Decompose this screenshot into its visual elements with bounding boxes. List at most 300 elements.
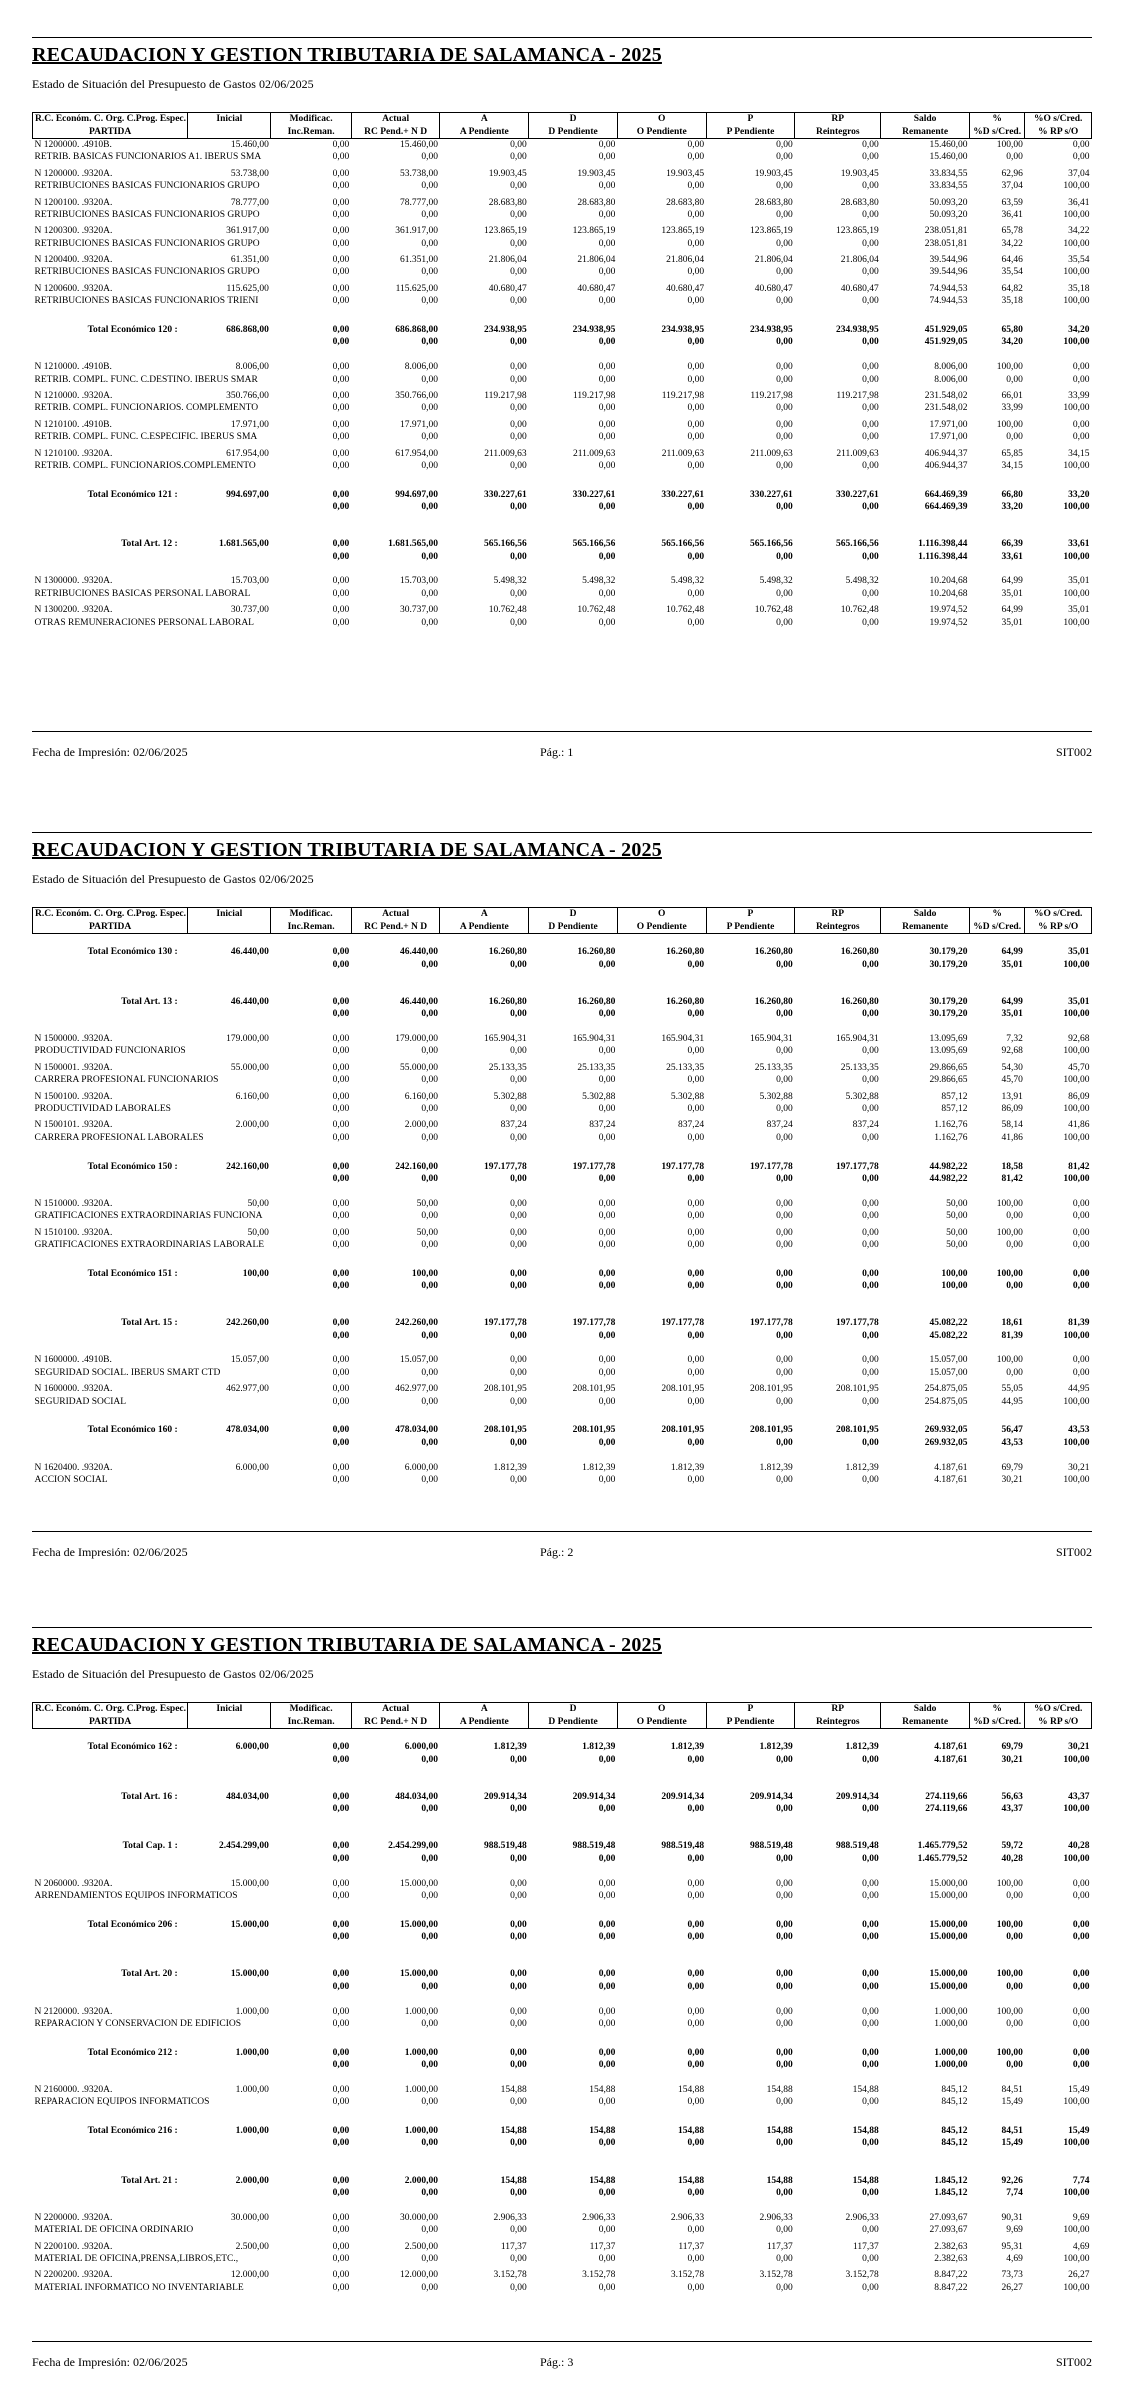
partida-description: MATERIAL DE OFICINA,PRENSA,LIBROS,ETC., <box>34 2253 239 2264</box>
amount-cell: 0,00 <box>332 1075 350 1086</box>
subtotal-row-detail <box>33 2059 1092 2071</box>
amount-cell: 0,00 <box>332 2097 350 2108</box>
amount-cell: 13.095,69 <box>929 1046 968 1057</box>
amount-cell: 37,04 <box>1001 181 1023 192</box>
amount-cell: 0,00 <box>332 1161 350 1172</box>
amount-cell: 462.977,00 <box>226 1384 269 1395</box>
amount-cell: 0,00 <box>862 1969 879 1980</box>
header-rule <box>32 37 1092 38</box>
spacer <box>33 1728 1092 1741</box>
amount-cell: 64,99 <box>1001 576 1023 587</box>
empty-cell <box>33 2137 188 2149</box>
amount-cell: 211.009,63 <box>572 448 616 459</box>
budget-line-detail-row <box>33 1103 1092 1115</box>
amount-cell: 0,00 <box>687 267 705 278</box>
amount-cell: 84,51 <box>1001 2084 1023 2095</box>
amount-cell: 64,99 <box>1001 996 1023 1007</box>
amount-cell: 211.009,63 <box>484 448 527 459</box>
amount-cell: 15.057,00 <box>230 1355 269 1366</box>
amount-cell: 0,00 <box>1072 1981 1090 1992</box>
partida-code: N 2200200. .9320A. <box>34 2270 113 2281</box>
amount-cell: 3.152,78 <box>670 2270 705 2281</box>
amount-cell: 1.681.565,00 <box>388 539 438 550</box>
amount-cell: 0,00 <box>1072 1367 1090 1378</box>
amount-cell: 2.000,00 <box>235 1120 269 1131</box>
amount-cell: 0,00 <box>687 460 705 471</box>
amount-cell: 1.116.398,44 <box>918 539 968 550</box>
amount-cell: 845,12 <box>941 2097 968 2108</box>
amount-cell: 15.460,00 <box>399 139 438 150</box>
budget-line-row <box>33 1354 1092 1366</box>
column-header: A Pendiente <box>440 920 529 933</box>
amount-cell: 0,00 <box>332 448 350 459</box>
amount-cell: 0,00 <box>687 1330 705 1341</box>
amount-cell: 0,00 <box>332 1009 350 1020</box>
amount-cell: 0,00 <box>862 1239 879 1250</box>
amount-cell: 0,00 <box>332 1981 350 1992</box>
amount-cell: 0,00 <box>687 1932 705 1943</box>
spacer-row <box>33 1148 1092 1160</box>
amount-cell: 123.865,19 <box>483 226 527 237</box>
amount-cell: 0,00 <box>776 2097 793 2108</box>
amount-cell: 15.460,00 <box>230 139 269 150</box>
amount-cell: 0,00 <box>332 2188 350 2199</box>
amount-cell: 45,70 <box>1068 1062 1090 1073</box>
amount-cell: 0,00 <box>776 1046 793 1057</box>
amount-cell: 330.227,61 <box>483 489 527 500</box>
amount-cell: 53.738,00 <box>230 168 269 179</box>
amount-cell: 34,15 <box>1001 460 1023 471</box>
partida-code: N 1300000. .9320A. <box>34 576 113 587</box>
amount-cell: 3.152,78 <box>759 2270 793 2281</box>
amount-cell: 0,00 <box>332 226 350 237</box>
budget-line-detail-row <box>33 1239 1092 1251</box>
amount-cell: 0,00 <box>776 1211 793 1222</box>
column-header: Modificac. <box>271 1703 351 1716</box>
amount-cell: 0,00 <box>776 1198 793 1209</box>
column-header: RC Pend.+ N D <box>351 125 440 138</box>
subtotal-label: Total Económico 150 : <box>87 1161 178 1172</box>
spacer <box>33 513 1092 525</box>
amount-cell: 0,00 <box>862 362 879 373</box>
subtotal-label: Total Económico 151 : <box>87 1268 178 1279</box>
amount-cell: 242.160,00 <box>395 1161 438 1172</box>
amount-cell: 15.000,00 <box>230 1878 269 1889</box>
amount-cell: 40.680,47 <box>754 283 793 294</box>
amount-cell: 2.454.299,00 <box>388 1841 438 1852</box>
amount-cell: 0,00 <box>421 238 438 249</box>
empty-cell <box>33 1931 188 1943</box>
amount-cell: 565.166,56 <box>661 539 705 550</box>
amount-cell: 462.977,00 <box>395 1384 438 1395</box>
spacer <box>33 1449 1092 1461</box>
amount-cell: 154,88 <box>589 2126 616 2137</box>
amount-cell: 209.914,34 <box>750 1791 793 1802</box>
amount-cell: 19.974,52 <box>929 605 968 616</box>
column-header: P <box>706 1703 795 1716</box>
amount-cell: 0,00 <box>421 209 438 220</box>
amount-cell: 15.057,00 <box>929 1355 968 1366</box>
footer-rule <box>32 1531 1092 1532</box>
amount-cell: 0,00 <box>510 2018 527 2029</box>
amount-cell: 10.762,48 <box>577 605 616 616</box>
amount-cell: 0,00 <box>332 1891 350 1902</box>
amount-cell: 0,00 <box>332 374 350 385</box>
amount-cell: 33,99 <box>1068 391 1090 401</box>
column-header: Inc.Reman. <box>271 125 351 138</box>
amount-cell: 197.177,78 <box>835 1161 879 1172</box>
amount-cell: 0,00 <box>421 2138 438 2149</box>
spacer-row <box>33 1766 1092 1778</box>
spacer-row <box>33 2199 1092 2211</box>
amount-cell: 0,00 <box>421 267 438 278</box>
amount-cell: 2.382,63 <box>934 2241 968 2252</box>
amount-cell: 16.260,80 <box>488 996 527 1007</box>
budget-table <box>32 112 1092 633</box>
amount-cell: 0,00 <box>332 2225 350 2236</box>
amount-cell: 100,00 <box>1063 1075 1090 1086</box>
amount-cell: 5.302,88 <box>845 1091 879 1102</box>
amount-cell: 0,00 <box>687 181 705 192</box>
amount-cell: 179.000,00 <box>226 1034 269 1045</box>
amount-cell: 274.119,66 <box>925 1804 968 1815</box>
amount-cell: 0,00 <box>421 617 438 628</box>
amount-cell: 0,00 <box>687 1981 705 1992</box>
amount-cell: 0,00 <box>510 2047 527 2058</box>
amount-cell: 7,74 <box>1006 2188 1023 2199</box>
subtotal-row-detail <box>33 1280 1092 1292</box>
report-title: RECAUDACION Y GESTION TRIBUTARIA DE SALAMANCA - 2025 <box>32 44 662 66</box>
amount-cell: 0,00 <box>598 1969 616 1980</box>
amount-cell: 0,00 <box>332 576 350 587</box>
column-header: RP <box>795 113 881 126</box>
amount-cell: 0,00 <box>510 432 527 443</box>
amount-cell: 100,00 <box>996 1268 1023 1279</box>
amount-cell: 0,00 <box>687 419 705 430</box>
amount-cell: 0,00 <box>776 1474 793 1485</box>
amount-cell: 15,49 <box>1068 2084 1090 2095</box>
amount-cell: 0,00 <box>687 152 705 163</box>
column-header: P Pendiente <box>706 1715 795 1728</box>
amount-cell: 25.133,35 <box>754 1062 793 1073</box>
partida-code: N 1510100. .9320A. <box>34 1227 113 1238</box>
amount-cell: 165.904,31 <box>572 1034 616 1045</box>
header-rule <box>32 1627 1092 1628</box>
amount-cell: 0,00 <box>862 1981 879 1992</box>
amount-cell: 197.177,78 <box>661 1318 705 1329</box>
budget-line-row <box>33 254 1092 266</box>
subtotal-row <box>33 1741 1092 1753</box>
amount-cell: 2.906,33 <box>582 2212 616 2223</box>
amount-cell: 617.954,00 <box>395 448 438 459</box>
amount-cell: 0,00 <box>332 1754 350 1765</box>
budget-line-row <box>33 1226 1092 1238</box>
amount-cell: 0,00 <box>687 1075 705 1086</box>
partida-description: RETRIB. COMPL. FUNC. C.DESTINO. IBERUS SMAR <box>34 374 258 385</box>
amount-cell: 0,00 <box>510 1355 527 1366</box>
amount-cell: 66,39 <box>1001 539 1023 550</box>
amount-cell: 17.971,00 <box>230 419 269 430</box>
amount-cell: 34,20 <box>1068 325 1090 336</box>
amount-cell: 0,00 <box>862 1211 879 1222</box>
budget-line-row <box>33 419 1092 431</box>
amount-cell: 0,00 <box>862 238 879 249</box>
amount-cell: 100,00 <box>996 139 1023 150</box>
amount-cell: 0,00 <box>862 1355 879 1366</box>
amount-cell: 40.680,47 <box>840 283 879 294</box>
amount-cell: 0,00 <box>421 1009 438 1020</box>
amount-cell: 0,00 <box>332 2126 350 2137</box>
amount-cell: 0,00 <box>1072 1227 1090 1238</box>
amount-cell: 988.519,48 <box>661 1841 705 1852</box>
budget-line-detail-row <box>33 209 1092 221</box>
spacer-row <box>33 629 1092 633</box>
amount-cell: 0,00 <box>776 551 793 562</box>
amount-cell: 15.703,00 <box>230 576 269 587</box>
amount-cell: 0,00 <box>776 2006 793 2017</box>
amount-cell: 2.454.299,00 <box>219 1841 269 1852</box>
amount-cell: 0,00 <box>332 2060 350 2071</box>
amount-cell: 100,00 <box>1063 1132 1090 1143</box>
amount-cell: 100,00 <box>1063 1474 1090 1485</box>
amount-cell: 0,00 <box>332 947 350 958</box>
partida-description: SEGURIDAD SOCIAL. IBERUS SMART CTD <box>34 1367 221 1378</box>
budget-line-detail-row <box>33 402 1092 414</box>
report-code: SIT002 <box>1056 2355 1092 2369</box>
amount-cell: 0,00 <box>510 2188 527 2199</box>
amount-cell: 2.906,33 <box>845 2212 879 2223</box>
amount-cell: 0,00 <box>598 1075 616 1086</box>
spacer-row <box>33 971 1092 983</box>
amount-cell: 0,00 <box>510 1367 527 1378</box>
amount-cell: 29.866,65 <box>929 1062 968 1073</box>
column-header: Remanente <box>881 920 970 933</box>
column-header: Inicial <box>188 1703 271 1716</box>
amount-cell: 35,01 <box>1001 959 1023 970</box>
budget-line-row <box>33 1062 1092 1074</box>
empty-cell <box>33 1981 188 1993</box>
amount-cell: 0,00 <box>862 1754 879 1765</box>
partida-description: RETRIB. COMPL. FUNC. C.ESPECIFIC. IBERUS SMA <box>34 432 258 443</box>
spacer-row <box>33 1185 1092 1197</box>
amount-cell: 0,00 <box>776 419 793 430</box>
spacer <box>33 476 1092 488</box>
amount-cell: 100,00 <box>1063 1396 1090 1407</box>
amount-cell: 0,00 <box>862 432 879 443</box>
amount-cell: 50,00 <box>416 1198 438 1209</box>
amount-cell: 69,79 <box>1001 1462 1023 1473</box>
spacer <box>33 1305 1092 1317</box>
amount-cell: 55.000,00 <box>230 1062 269 1073</box>
amount-cell: 100,00 <box>1063 2138 1090 2149</box>
partida-code: N 1200400. .9320A. <box>34 255 113 266</box>
amount-cell: 0,00 <box>776 1878 793 1889</box>
column-header: % RP s/O <box>1025 920 1092 933</box>
amount-cell: 0,00 <box>862 1227 879 1238</box>
amount-cell: 209.914,34 <box>483 1791 527 1802</box>
amount-cell: 45.082,22 <box>929 1330 968 1341</box>
spacer <box>33 1148 1092 1160</box>
column-header: Inc.Reman. <box>271 920 351 933</box>
amount-cell: 0,00 <box>332 1281 350 1292</box>
empty-cell <box>188 1754 271 1766</box>
amount-cell: 35,01 <box>1068 576 1090 587</box>
amount-cell: 117,37 <box>589 2241 616 2252</box>
amount-cell: 0,00 <box>421 588 438 599</box>
amount-cell: 37,04 <box>1068 168 1090 179</box>
amount-cell: 0,00 <box>687 337 705 348</box>
amount-cell: 0,00 <box>332 1841 350 1852</box>
budget-line-row <box>33 1198 1092 1210</box>
amount-cell: 0,00 <box>332 2241 350 2252</box>
amount-cell: 0,00 <box>421 1754 438 1765</box>
subtotal-label: Total Art. 16 : <box>121 1791 178 1802</box>
amount-cell: 361.917,00 <box>395 226 438 237</box>
spacer-row <box>33 349 1092 361</box>
amount-cell: 234.938,95 <box>661 325 705 336</box>
amount-cell: 0,00 <box>421 403 438 414</box>
spacer-row <box>33 1255 1092 1267</box>
amount-cell: 100,00 <box>996 1919 1023 1930</box>
budget-line-row <box>33 2084 1092 2096</box>
amount-cell: 0,00 <box>1072 2018 1090 2029</box>
partida-description: SEGURIDAD SOCIAL <box>34 1396 127 1407</box>
amount-cell: 0,00 <box>776 617 793 628</box>
amount-cell: 0,00 <box>510 1330 527 1341</box>
amount-cell: 100,00 <box>1063 1330 1090 1341</box>
column-header: Saldo <box>881 908 970 921</box>
amount-cell: 0,00 <box>421 1281 438 1292</box>
empty-cell <box>33 1437 188 1449</box>
amount-cell: 154,88 <box>500 2126 527 2137</box>
amount-cell: 0,00 <box>332 2006 350 2017</box>
amount-cell: 0,00 <box>862 551 879 562</box>
amount-cell: 0,00 <box>510 1396 527 1407</box>
amount-cell: 3.152,78 <box>493 2270 527 2281</box>
budget-line-row <box>33 283 1092 295</box>
amount-cell: 15.057,00 <box>929 1367 968 1378</box>
amount-cell: 119.217,98 <box>836 391 879 401</box>
amount-cell: 0,00 <box>332 283 350 294</box>
partida-description: PRODUCTIVIDAD LABORALES <box>34 1104 171 1115</box>
budget-line-detail-row <box>33 2224 1092 2236</box>
amount-cell: 0,00 <box>421 1474 438 1485</box>
amount-cell: 0,00 <box>776 1981 793 1992</box>
table-header-row <box>33 908 1092 921</box>
amount-cell: 0,00 <box>776 432 793 443</box>
column-header: Actual <box>351 113 440 126</box>
amount-cell: 0,00 <box>332 1132 350 1143</box>
amount-cell: 845,12 <box>941 2084 968 2095</box>
amount-cell: 0,00 <box>598 1981 616 1992</box>
amount-cell: 197.177,78 <box>483 1318 527 1329</box>
budget-line-detail-row <box>33 2253 1092 2265</box>
amount-cell: 0,00 <box>1072 1281 1090 1292</box>
amount-cell: 0,00 <box>510 959 527 970</box>
amount-cell: 0,00 <box>1072 419 1090 430</box>
amount-cell: 0,00 <box>862 2060 879 2071</box>
amount-cell: 988.519,48 <box>483 1841 527 1852</box>
subtotal-row-detail <box>33 1754 1092 1766</box>
amount-cell: 39.544,96 <box>929 267 968 278</box>
amount-cell: 0,00 <box>687 1227 705 1238</box>
amount-cell: 0,00 <box>1072 1211 1090 1222</box>
amount-cell: 16.260,80 <box>577 996 616 1007</box>
amount-cell: 197.177,78 <box>572 1318 616 1329</box>
amount-cell: 8.006,00 <box>934 362 968 373</box>
column-header: P <box>706 908 795 921</box>
report-page <box>0 795 1123 1590</box>
subtotal-label: Total Art. 21 : <box>121 2175 178 2186</box>
empty-cell <box>33 1330 188 1342</box>
amount-cell: 92,26 <box>1001 2175 1023 2186</box>
amount-cell: 28.683,80 <box>754 197 793 208</box>
amount-cell: 0,00 <box>1072 374 1090 385</box>
amount-cell: 61.351,00 <box>399 255 438 266</box>
amount-cell: 81,39 <box>1001 1330 1023 1341</box>
amount-cell: 6.000,00 <box>235 1742 269 1753</box>
amount-cell: 1.000,00 <box>934 2018 968 2029</box>
amount-cell: 0,00 <box>687 1239 705 1250</box>
amount-cell: 25.133,35 <box>577 1062 616 1073</box>
amount-cell: 10.762,48 <box>754 605 793 616</box>
footer-rule <box>32 2341 1092 2342</box>
amount-cell: 0,00 <box>598 374 616 385</box>
amount-cell: 1.465.779,52 <box>917 1841 968 1852</box>
amount-cell: 117,37 <box>852 2241 879 2252</box>
partida-description: MATERIAL DE OFICINA ORDINARIO <box>34 2225 194 2236</box>
amount-cell: 33,61 <box>1068 539 1090 550</box>
amount-cell: 845,12 <box>941 2138 968 2149</box>
amount-cell: 64,99 <box>1001 605 1023 616</box>
spacer <box>33 1412 1092 1424</box>
amount-cell: 0,00 <box>687 403 705 414</box>
amount-cell: 0,00 <box>862 374 879 385</box>
amount-cell: 34,20 <box>1001 337 1023 348</box>
amount-cell: 100,00 <box>996 1969 1023 1980</box>
amount-cell: 0,00 <box>862 460 879 471</box>
empty-cell <box>33 1803 188 1815</box>
spacer-row <box>33 1865 1092 1877</box>
amount-cell: 0,00 <box>510 2225 527 2236</box>
amount-cell: 33,99 <box>1001 403 1023 414</box>
spacer <box>33 349 1092 361</box>
column-header: PARTIDA <box>33 125 188 138</box>
spacer <box>33 526 1092 538</box>
amount-cell: 50,00 <box>247 1198 269 1209</box>
amount-cell: 0,00 <box>598 1474 616 1485</box>
amount-cell: 30,21 <box>1068 1742 1090 1753</box>
amount-cell: 100,00 <box>1063 2253 1090 2264</box>
amount-cell: 0,00 <box>598 1804 616 1815</box>
amount-cell: 242.260,00 <box>226 1318 269 1329</box>
amount-cell: 179.000,00 <box>395 1034 438 1045</box>
amount-cell: 1.116.398,44 <box>918 551 968 562</box>
amount-cell: 40.680,47 <box>577 283 616 294</box>
table-header-row <box>33 1715 1092 1728</box>
amount-cell: 0,00 <box>510 374 527 385</box>
amount-cell: 0,00 <box>1006 2018 1023 2029</box>
amount-cell: 0,00 <box>687 1046 705 1057</box>
report-subtitle: Estado de Situación del Presupuesto de Gastos 02/06/2025 <box>32 872 314 886</box>
amount-cell: 994.697,00 <box>226 489 269 500</box>
amount-cell: 33.834,55 <box>929 181 968 192</box>
amount-cell: 0,00 <box>1072 1198 1090 1209</box>
amount-cell: 100,00 <box>1063 2097 1090 2108</box>
amount-cell: 45.082,22 <box>929 1318 968 1329</box>
amount-cell: 197.177,78 <box>835 1318 879 1329</box>
amount-cell: 4.187,61 <box>934 1474 968 1485</box>
